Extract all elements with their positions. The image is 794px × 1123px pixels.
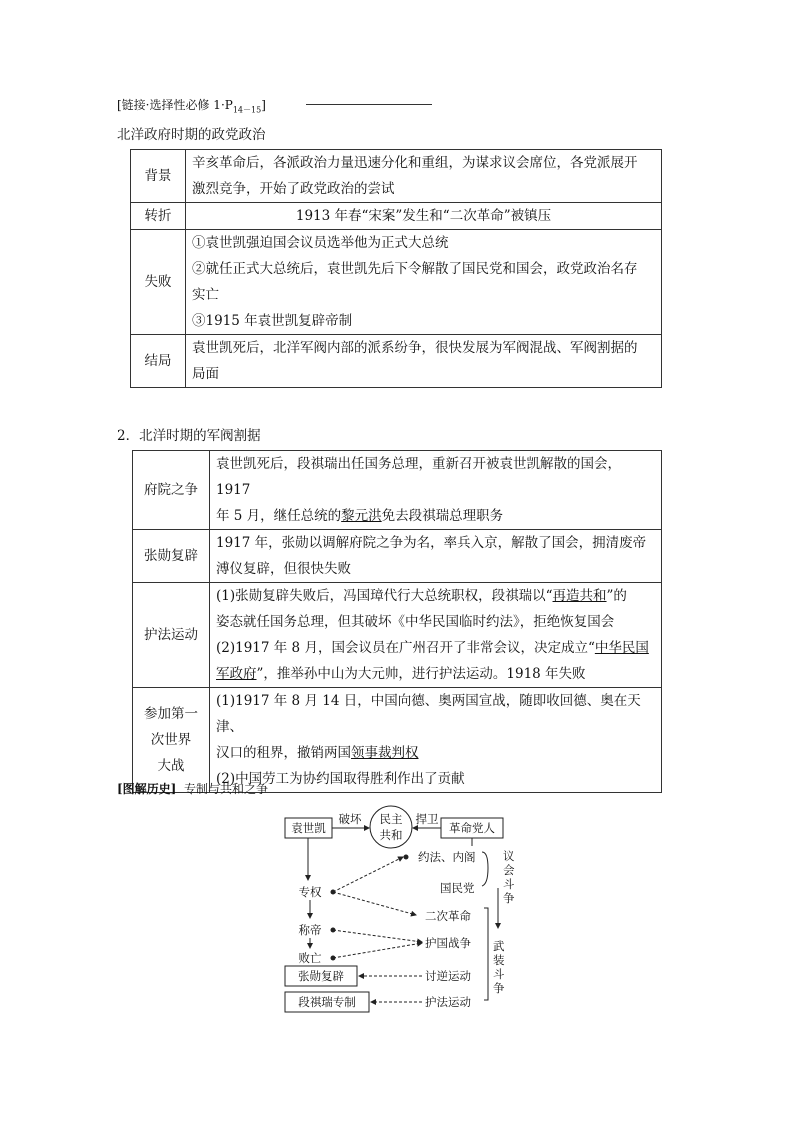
diagram-title: [图解历史] 专制与共和之争 <box>117 782 269 796</box>
table1-row-head: 失败 <box>131 230 186 335</box>
table2-row-content: 袁世凯死后，段祺瑞出任国务总理，重新召开被袁世凯解散的国会，1917 年 5 月，继任总统的黎元洪免去段祺瑞总理职务 <box>210 451 662 530</box>
link-divider <box>306 104 432 105</box>
armed-struggle-1: 武 <box>493 939 505 953</box>
republic-label-2: 共和 <box>379 828 403 842</box>
table1-row-head: 结局 <box>131 335 186 388</box>
chapter-link-tag: [链接·选择性必修 $1\cdot P_{14-15}$] <box>117 98 266 115</box>
table1-row-content: 袁世凯死后，北洋军阀内部的派系纷争，很快发展为军阀混战、军阀割据的 局面 <box>186 335 662 388</box>
armed-struggle-4: 争 <box>493 981 505 995</box>
table2-row-head: 府院之争 <box>133 451 210 530</box>
table1-row-head: 转折 <box>131 203 186 230</box>
table1-row-content: 辛亥革命后，各派政治力量迅速分化和重组，为谋求议会席位，各党派展开 激烈竞争，开始了政党政治的尝试 <box>186 150 662 203</box>
table1-row-head: 背景 <box>131 150 186 203</box>
key-term: 黎元洪 <box>341 508 382 524</box>
table2-row <box>133 688 662 793</box>
emperor-label: 称帝 <box>298 923 322 937</box>
revolutionaries-label: 革命党人 <box>449 821 495 835</box>
table2-row-head: 张勋复辟 <box>133 530 210 583</box>
republic-label-1: 民主 <box>379 812 403 826</box>
section-title-party-politics: 北洋政府时期的政党政治 <box>117 127 266 143</box>
table2-row <box>133 451 662 530</box>
second-revolution-label: 二次革命 <box>425 909 471 923</box>
defend-label: 捍卫 <box>415 812 439 826</box>
table2-row <box>133 583 662 688</box>
parl-struggle-2: 会 <box>503 863 515 877</box>
table2-row-head: 参加第一 次世界 大战 <box>133 688 210 793</box>
zhangxun-label: 张勋复辟 <box>298 969 344 983</box>
kmt-label: 国民党 <box>440 881 475 895</box>
parl-struggle-1: 议 <box>503 849 515 863</box>
yuan-label: 袁世凯 <box>291 821 326 835</box>
parl-struggle-4: 争 <box>503 891 515 905</box>
table1-row-content: ①袁世凯强迫国会议员选举他为正式大总统 ②就任正式大总统后，袁世凯先后下令解散了国民党和国会，政党政治名存 实亡 ③1915 年袁世凯复辟帝制 <box>186 230 662 335</box>
table2-row-content: (1)张勋复辟失败后，冯国璋代行大总统职权，段祺瑞以“再造共和”的 姿态就任国务总理，但其破坏《中华民国临时约法》，拒绝恢复国会 (2)1917 年 8 月，国会议员在广州召开了非常会议，决定成立“中华民国 军政府”，推举孙中山为大元帅，进行护法运动。1918 年失败 <box>210 583 662 688</box>
armed-struggle-2: 装 <box>493 953 505 967</box>
table1-row-content: 1913 年春“宋案”发生和“二次革命”被镇压 <box>186 203 662 230</box>
autocracy-vs-republic-diagram <box>270 800 530 1020</box>
section-title-warlords: 2．北洋时期的军阀割据 <box>117 428 261 444</box>
key-term: 再造共和 <box>552 588 607 604</box>
protect-law-label: 护法运动 <box>425 995 471 1009</box>
table2-row-head: 护法运动 <box>133 583 210 688</box>
table2-row <box>133 530 662 583</box>
autocracy-label: 专权 <box>298 885 322 899</box>
duan-label: 段祺瑞专制 <box>298 995 356 1009</box>
defeat-label: 败亡 <box>298 951 322 965</box>
armed-struggle-3: 斗 <box>493 967 505 981</box>
table1-row <box>131 335 662 388</box>
party-politics-table <box>130 149 662 388</box>
table2-row-content: (1)1917 年 8 月 14 日，中国向德、奥两国宣战，随即收回德、奥在天津、 汉口的租界，撤销两国领事裁判权 (2)中国劳工为协约国取得胜利作出了贡献 <box>210 688 662 793</box>
table1-row <box>131 150 662 203</box>
warlord-table <box>132 450 662 793</box>
destroy-label: 破坏 <box>338 812 362 826</box>
protect-war-label: 护国战争 <box>425 936 471 950</box>
parl-struggle-3: 斗 <box>503 877 515 891</box>
key-term: 军政府 <box>216 666 257 682</box>
table1-row <box>131 203 662 230</box>
key-term: 中华民国 <box>594 640 649 656</box>
table2-row-content: 1917 年，张勋以调解府院之争为名，率兵入京，解散了国会，拥清废帝 溥仪复辟，但很快失败 <box>210 530 662 583</box>
constitution-label: 约法、内阁 <box>418 850 476 864</box>
table1-row <box>131 230 662 335</box>
key-term: 领事裁判权 <box>351 745 419 761</box>
anti-rebel-label: 讨逆运动 <box>425 969 471 983</box>
